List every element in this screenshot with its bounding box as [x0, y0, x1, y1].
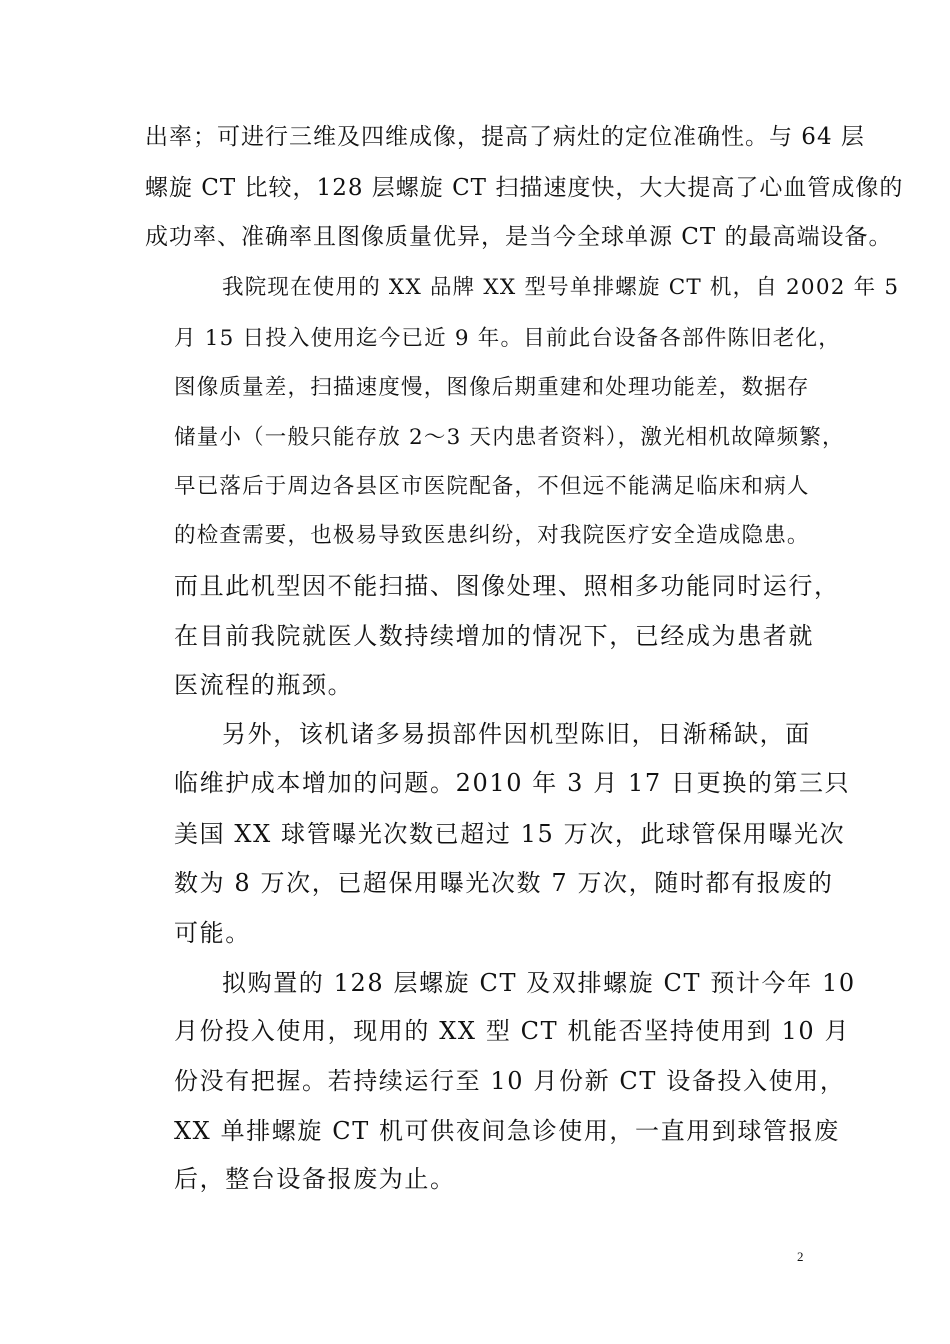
text-line: 份没有把握。若持续运行至 10 月份新 CT 设备投入使用，: [174, 1067, 846, 1095]
text-line: 成功率、准确率且图像质量优异，是当今全球单源 CT 的最高端设备。: [145, 224, 893, 250]
page-number: 2: [797, 1249, 804, 1264]
text-line: 另外，该机诸多易损部件因机型陈旧，日渐稀缺，面: [222, 720, 811, 748]
text-line: 出率；可进行三维及四维成像，提高了病灶的定位准确性。与 64 层: [145, 124, 865, 150]
text-line: XX 单排螺旋 CT 机可供夜间急诊使用，一直用到球管报废: [174, 1117, 840, 1145]
text-line: 拟购置的 128 层螺旋 CT 及双排螺旋 CT 预计今年 10: [222, 969, 856, 997]
text-line: 月份投入使用，现用的 XX 型 CT 机能否坚持使用到 10 月: [174, 1017, 851, 1045]
text-line: 的检查需要，也极易导致医患纠纷，对我院医疗安全造成隐患。: [174, 523, 810, 548]
text-line: 图像质量差，扫描速度慢，图像后期重建和处理功能差，数据存: [174, 375, 810, 400]
text-line: 螺旋 CT 比较，128 层螺旋 CT 扫描速度快，大大提高了心血管成像的: [145, 175, 904, 201]
text-line: 后，整台设备报废为止。: [174, 1165, 456, 1193]
text-line: 美国 XX 球管曝光次数已超过 15 万次，此球管保用曝光次: [174, 820, 846, 848]
text-line: 储量小（一般只能存放 2～3 天内患者资料），激光相机故障频繁，: [174, 425, 845, 450]
text-line: 早已落后于周边各县区市医院配备，不但远不能满足临床和病人: [174, 474, 810, 499]
text-line: 医流程的瓶颈。: [174, 671, 354, 699]
text-line: 在目前我院就医人数持续增加的情况下，已经成为患者就: [174, 622, 814, 650]
text-line: 月 15 日投入使用迄今已近 9 年。目前此台设备各部件陈旧老化，: [174, 326, 841, 351]
text-line: 我院现在使用的 XX 品牌 XX 型号单排螺旋 CT 机，自 2002 年 5: [222, 275, 900, 300]
text-line: 可能。: [174, 919, 251, 947]
text-line: 数为 8 万次，已超保用曝光次数 7 万次，随时都有报废的: [174, 869, 834, 897]
text-line: 而且此机型因不能扫描、图像处理、照相多功能同时运行，: [174, 572, 840, 600]
text-line: 临维护成本增加的问题。2010 年 3 月 17 日更换的第三只: [174, 769, 851, 797]
